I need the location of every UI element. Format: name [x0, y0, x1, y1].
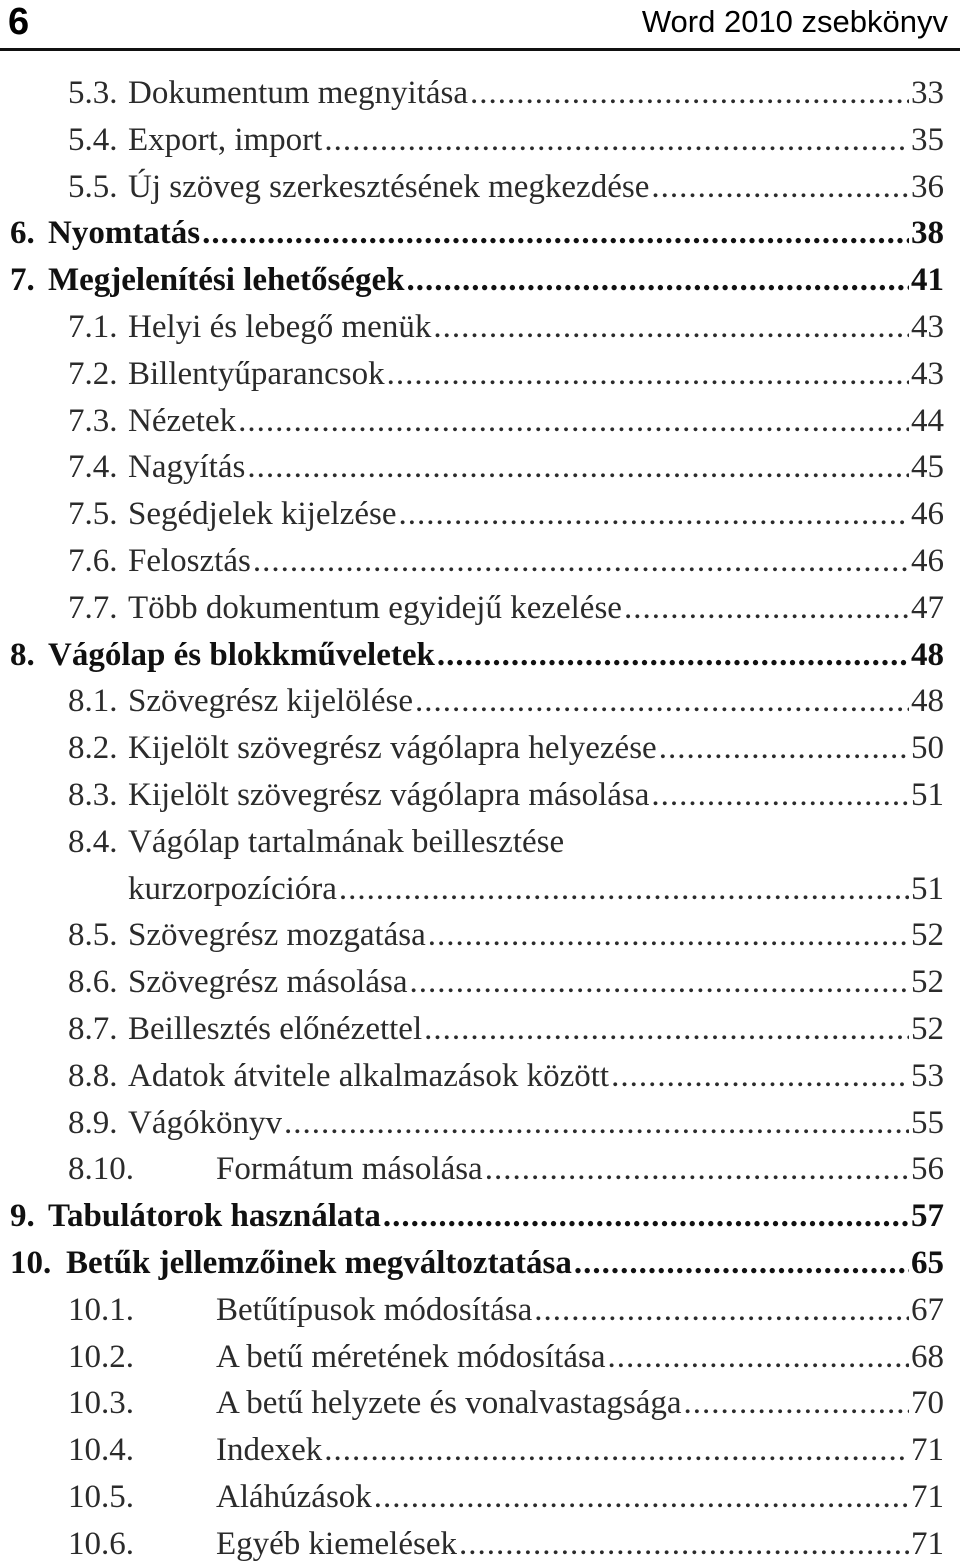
dot-leader — [238, 398, 909, 445]
toc-entry-title: Felosztás — [128, 542, 251, 579]
toc-entry[interactable] — [0, 1334, 960, 1381]
toc-entry-title: Szövegrész másolása — [128, 964, 408, 1001]
toc-entry-number: 7.5. — [68, 496, 118, 533]
dot-leader — [534, 1287, 909, 1334]
toc-entry-page: 44 — [911, 402, 944, 439]
toc-entry-page: 48 — [911, 636, 944, 673]
toc-entry-page: 43 — [911, 308, 944, 345]
toc-entry-title: Nézetek — [128, 402, 237, 439]
toc-entry[interactable] — [0, 257, 960, 304]
toc-entry-page: 55 — [911, 1104, 944, 1141]
toc-entry-number: 8.7. — [68, 1010, 118, 1047]
toc-entry-number: 7.4. — [68, 449, 118, 486]
dot-leader — [253, 538, 909, 585]
toc-entry-number: 10.1. — [68, 1291, 134, 1328]
toc-entry-page: 71 — [911, 1478, 944, 1515]
toc-entry-page: 46 — [911, 542, 944, 579]
toc-entry-page: 53 — [911, 1057, 944, 1094]
toc-entry[interactable] — [0, 398, 960, 445]
dot-leader — [659, 725, 909, 772]
toc-entry-page: 51 — [911, 776, 944, 813]
toc-entry-page: 45 — [911, 449, 944, 486]
toc-entry-number: 8.5. — [68, 917, 118, 954]
toc-entry-title: Nyomtatás — [48, 215, 201, 252]
toc-entry-number: 8.9. — [68, 1104, 118, 1141]
toc-entry-title: Szövegrész kijelölése — [128, 683, 413, 720]
toc-entry-page: 68 — [911, 1338, 944, 1375]
toc-entry[interactable] — [0, 351, 960, 398]
dot-leader — [607, 1334, 909, 1381]
dot-leader — [428, 912, 909, 959]
toc-entry-title: A betű helyzete és vonalvastagsága — [216, 1385, 682, 1422]
toc-entry[interactable] — [0, 678, 960, 725]
dot-leader — [324, 1427, 909, 1474]
toc-entry-page: 41 — [911, 262, 944, 299]
toc-entry-title: Betűk jellemzőinek megváltoztatása — [66, 1244, 572, 1281]
toc-entry-title-continuation: kurzorpozícióra — [128, 870, 337, 907]
toc-entry[interactable] — [0, 1006, 960, 1053]
toc-entry-title: Több dokumentum egyidejű kezelése — [128, 589, 622, 626]
toc-entry-page: 36 — [911, 168, 944, 205]
toc-entry-number: 10. — [10, 1244, 52, 1281]
toc-entry[interactable] — [0, 819, 960, 913]
toc-entry-title: Indexek — [216, 1432, 323, 1469]
toc-entry[interactable] — [0, 772, 960, 819]
dot-leader — [410, 959, 910, 1006]
toc-entry[interactable] — [0, 538, 960, 585]
toc-entry[interactable] — [0, 632, 960, 679]
toc-entry-number: 8.4. — [68, 823, 118, 860]
toc-entry-number: 8.10. — [68, 1151, 134, 1188]
toc-entry-title: Vágókönyv — [128, 1104, 282, 1141]
dot-leader — [398, 491, 909, 538]
toc-entry[interactable] — [0, 164, 960, 211]
table-of-contents — [0, 70, 960, 1568]
toc-entry-page: 57 — [911, 1198, 944, 1235]
toc-entry[interactable] — [0, 585, 960, 632]
toc-entry[interactable] — [0, 1427, 960, 1474]
toc-entry-title: Vágólap tartalmának beillesztése — [128, 823, 565, 860]
dot-leader — [387, 351, 909, 398]
toc-entry-number: 5.5. — [68, 168, 118, 205]
toc-entry-page: 52 — [911, 1010, 944, 1047]
dot-leader — [485, 1146, 909, 1193]
toc-entry-page: 46 — [911, 496, 944, 533]
toc-entry-number: 8.8. — [68, 1057, 118, 1094]
dot-leader — [459, 1521, 909, 1568]
toc-entry-title: Vágólap és blokkműveletek — [48, 636, 435, 673]
toc-entry-page: 71 — [911, 1525, 944, 1562]
toc-entry-page: 47 — [911, 589, 944, 626]
toc-entry-page: 65 — [911, 1244, 944, 1281]
toc-entry-number: 8.6. — [68, 964, 118, 1001]
toc-entry[interactable] — [0, 1193, 960, 1240]
toc-entry[interactable] — [0, 1240, 960, 1287]
dot-leader — [651, 164, 909, 211]
toc-entry[interactable] — [0, 1287, 960, 1334]
toc-entry-number: 7.3. — [68, 402, 118, 439]
dot-leader — [406, 257, 909, 304]
toc-entry[interactable] — [0, 70, 960, 117]
toc-entry-title: Billentyűparancsok — [128, 355, 385, 392]
toc-entry-page: 52 — [911, 964, 944, 1001]
dot-leader — [684, 1380, 910, 1427]
toc-entry-title: Új szöveg szerkesztésének megkezdése — [128, 168, 650, 205]
toc-entry[interactable] — [0, 304, 960, 351]
toc-entry-number: 8.2. — [68, 730, 118, 767]
toc-entry-page: 33 — [911, 75, 944, 111]
book-title: Word 2010 zsebkönyv — [641, 4, 948, 39]
toc-entry-number: 8.3. — [68, 776, 118, 813]
toc-entry[interactable] — [0, 1100, 960, 1147]
dot-leader — [424, 1006, 909, 1053]
toc-entry-page: 71 — [911, 1432, 944, 1469]
toc-entry-number: 8. — [10, 636, 35, 673]
toc-entry-number: 7. — [10, 262, 35, 299]
toc-entry-number: 10.2. — [68, 1338, 134, 1375]
toc-entry-page: 35 — [911, 121, 944, 158]
toc-entry-title: Dokumentum megnyitása — [128, 75, 469, 111]
toc-entry-title: Beillesztés előnézettel — [128, 1010, 423, 1047]
toc-entry-title: A betű méretének módosítása — [216, 1338, 606, 1375]
toc-entry-page: 50 — [911, 730, 944, 767]
dot-leader — [202, 210, 909, 257]
dot-leader — [470, 70, 909, 117]
toc-entry-number: 7.1. — [68, 308, 118, 345]
toc-entry-number: 5.3. — [68, 75, 118, 111]
toc-entry-title: Kijelölt szövegrész vágólapra másolása — [128, 776, 650, 813]
dot-leader — [651, 772, 909, 819]
toc-entry-page: 48 — [911, 683, 944, 720]
toc-entry-number: 10.3. — [68, 1385, 134, 1422]
toc-entry-title: Szövegrész mozgatása — [128, 917, 426, 954]
toc-entry-page: 52 — [911, 917, 944, 954]
dot-leader — [415, 678, 909, 725]
dot-leader — [611, 1053, 909, 1100]
toc-entry-number: 6. — [10, 215, 35, 252]
toc-entry[interactable] — [0, 1053, 960, 1100]
toc-entry[interactable] — [0, 1474, 960, 1521]
toc-entry-page: 56 — [911, 1151, 944, 1188]
toc-entry[interactable] — [0, 959, 960, 1006]
dot-leader — [374, 1474, 909, 1521]
dot-leader — [324, 117, 909, 164]
toc-entry-title: Kijelölt szövegrész vágólapra helyezése — [128, 730, 657, 767]
page-header — [0, 0, 960, 51]
toc-entry-page: 67 — [911, 1291, 944, 1328]
toc-entry[interactable] — [0, 912, 960, 959]
toc-entry-title: Helyi és lebegő menük — [128, 308, 432, 345]
toc-entry-title: Nagyítás — [128, 449, 246, 486]
toc-entry[interactable] — [0, 1146, 960, 1193]
toc-entry-title: Formátum másolása — [216, 1151, 483, 1188]
toc-entry-page: 51 — [911, 870, 944, 907]
dot-leader — [433, 304, 909, 351]
dot-leader — [624, 585, 909, 632]
toc-entry-number: 10.6. — [68, 1525, 134, 1562]
toc-entry-page: 38 — [911, 215, 944, 252]
toc-entry[interactable] — [0, 725, 960, 772]
toc-entry-number: 9. — [10, 1198, 35, 1235]
toc-entry-title: Tabulátorok használata — [48, 1198, 381, 1235]
dot-leader — [437, 632, 909, 679]
toc-entry[interactable] — [0, 491, 960, 538]
toc-entry[interactable] — [0, 444, 960, 491]
toc-entry-number: 5.4. — [68, 121, 118, 158]
toc-entry-number: 7.6. — [68, 542, 118, 579]
toc-entry-page: 70 — [911, 1385, 944, 1422]
toc-entry[interactable] — [0, 117, 960, 164]
toc-entry-title: Export, import — [128, 121, 323, 158]
page-number: 6 — [8, 1, 30, 43]
toc-entry[interactable] — [0, 210, 960, 257]
toc-entry-title: Adatok átvitele alkalmazások között — [128, 1057, 610, 1094]
toc-entry-number: 8.1. — [68, 683, 118, 720]
toc-entry-page: 43 — [911, 355, 944, 392]
toc-entry-title: Segédjelek kijelzése — [128, 496, 397, 533]
toc-entry[interactable] — [0, 1380, 960, 1427]
toc-entry-number: 10.4. — [68, 1432, 134, 1469]
toc-entry-number: 10.5. — [68, 1478, 134, 1515]
toc-entry-title: Aláhúzások — [216, 1478, 372, 1515]
toc-entry-title: Megjelenítési lehetőségek — [48, 262, 405, 299]
dot-leader — [383, 1193, 909, 1240]
dot-leader — [574, 1240, 909, 1287]
dot-leader — [339, 866, 909, 913]
toc-entry[interactable] — [0, 1521, 960, 1568]
dot-leader — [247, 444, 909, 491]
toc-entry-number: 7.7. — [68, 589, 118, 626]
toc-entry-number: 7.2. — [68, 355, 118, 392]
toc-entry-title: Egyéb kiemelések — [216, 1525, 457, 1562]
toc-entry-title: Betűtípusok módosítása — [216, 1291, 533, 1328]
dot-leader — [284, 1100, 909, 1147]
